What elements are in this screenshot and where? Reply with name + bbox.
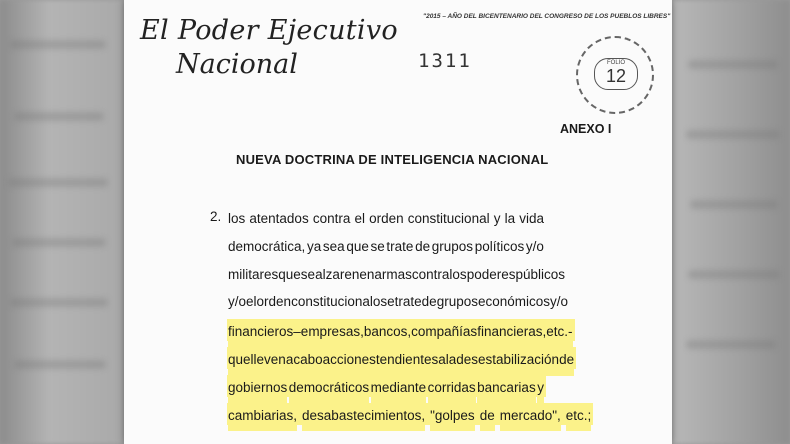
paragraph-word: contra — [312, 211, 351, 226]
logo-line-2: Nacional — [176, 49, 298, 80]
paragraph-word: cambiarias, — [228, 404, 297, 432]
paragraph-word: y/o — [525, 238, 544, 254]
paragraph-word: sea — [322, 238, 345, 254]
blurred-background-left — [0, 0, 124, 444]
folio-stamp — [576, 36, 654, 114]
paragraph-word: desestabilización — [456, 348, 559, 376]
paragraph-word: se — [300, 266, 316, 282]
paragraph-word: orden — [256, 294, 292, 310]
stamp-box — [594, 58, 638, 90]
blurred-text-line — [14, 112, 104, 121]
document-title: NUEVA DOCTRINA DE INTELIGENCIA NACIONAL — [236, 152, 549, 167]
paragraph-word: etc.; — [566, 404, 592, 432]
paragraph-word: lleven — [251, 348, 286, 376]
paragraph-word: políticos — [474, 238, 525, 254]
paragraph-word: a — [286, 348, 294, 376]
paragraph-line — [228, 292, 569, 320]
paragraph-word: acciones — [323, 348, 376, 376]
logo-line-1: El Poder Ejecutivo — [140, 15, 398, 46]
paragraph-word: militares — [228, 266, 279, 282]
paragraph-line — [228, 209, 544, 237]
paragraph-word: mediante — [371, 376, 427, 404]
paragraph-word: públicos — [515, 266, 566, 282]
paragraph-word: y/o — [550, 294, 569, 310]
paragraph-word: grupos — [431, 238, 474, 254]
paragraph-line — [228, 404, 592, 432]
paragraph-word: bancarias — [477, 376, 536, 404]
paragraph-word: orden — [369, 211, 404, 226]
paragraph-word: y/o — [228, 294, 247, 310]
paragraph-word: democráticos — [289, 376, 369, 404]
year-banner: "2015 – AÑO DEL BICENTENARIO DEL CONGRESO DE LOS PUEBLOS LIBRES" — [423, 13, 671, 20]
paragraph-line — [228, 237, 544, 265]
paragraph-word: ya — [306, 238, 322, 254]
stamp-label: FOLIO — [606, 60, 625, 66]
paragraph-word: en — [359, 266, 375, 282]
paragraph-word: constitucional — [407, 211, 490, 226]
paragraph-word: vida — [519, 211, 544, 226]
blurred-text-line — [686, 130, 780, 139]
paragraph-word: cabo — [293, 348, 322, 376]
paragraph-word: la — [504, 211, 516, 226]
paragraph-number: 2. — [210, 209, 222, 224]
paragraph-word: que — [346, 238, 369, 254]
paragraph-word: desabastecimientos, — [302, 404, 425, 432]
paragraph-word: de — [559, 348, 574, 376]
paragraph-word: el — [354, 211, 365, 226]
blurred-text-line — [10, 40, 106, 49]
stamp-number: 12 — [605, 66, 627, 86]
blurred-text-line — [688, 270, 780, 279]
paragraph-word: de — [480, 404, 495, 432]
paragraph-word: se — [370, 238, 385, 254]
paragraph-line — [228, 320, 573, 348]
blurred-text-line — [12, 238, 106, 247]
paragraph-word: armas — [374, 266, 412, 282]
paragraph-word: la — [446, 348, 457, 376]
paragraph-word: constitucional — [291, 294, 373, 310]
paragraph-word: económicos — [477, 294, 551, 310]
paragraph-body — [228, 209, 592, 431]
paragraph-word: compañías — [411, 320, 477, 348]
paragraph-word: etc.- — [546, 320, 572, 348]
blurred-text-line — [690, 200, 778, 209]
paragraph-word: se — [380, 294, 395, 310]
paragraph-word: de — [421, 294, 437, 310]
paragraph-line — [228, 376, 544, 404]
paragraph-word: atentados — [249, 211, 309, 226]
blurred-text-line — [14, 360, 106, 369]
paragraph-word: que — [278, 266, 301, 282]
paragraph-line — [228, 348, 575, 376]
paragraph-word: los — [449, 266, 467, 282]
paragraph-word: mercado", — [500, 404, 561, 432]
paragraph-word: y — [537, 376, 544, 404]
paragraph-word: gobiernos — [228, 376, 287, 404]
paragraph-word: corridas — [428, 376, 476, 404]
paragraph-word: tendientes — [376, 348, 438, 376]
annex-label: ANEXO I — [560, 122, 612, 136]
paragraph-word: alzaren — [315, 266, 360, 282]
paragraph-word: "golpes — [430, 404, 475, 432]
paragraph-word: poderes — [466, 266, 516, 282]
paragraph-word: de — [415, 238, 431, 254]
paragraph-word: financieros — [228, 320, 293, 348]
paragraph-word: y — [493, 211, 501, 226]
paragraph-line — [228, 265, 566, 293]
blurred-text-line — [688, 60, 778, 69]
paragraph-word: a — [438, 348, 446, 376]
document-page — [124, 0, 672, 444]
blurred-text-line — [10, 298, 108, 307]
paragraph-word: los — [228, 211, 246, 226]
blurred-text-line — [686, 340, 776, 349]
paragraph-word: democrática, — [228, 238, 306, 254]
paragraph-word: bancos, — [364, 320, 411, 348]
paragraph-word: financieras, — [477, 320, 546, 348]
document-number: 1311 — [418, 50, 472, 72]
blurred-text-line — [8, 178, 108, 187]
letterhead-logo — [140, 14, 398, 82]
paragraph-word: o — [372, 294, 381, 310]
paragraph-word: que — [228, 348, 251, 376]
paragraph-word: el — [246, 294, 257, 310]
paragraph-word: –empresas, — [293, 320, 364, 348]
paragraph-word: contra — [411, 266, 450, 282]
paragraph-word: trate — [386, 238, 414, 254]
paragraph-word: grupos — [436, 294, 478, 310]
paragraph-word: trate — [394, 294, 422, 310]
